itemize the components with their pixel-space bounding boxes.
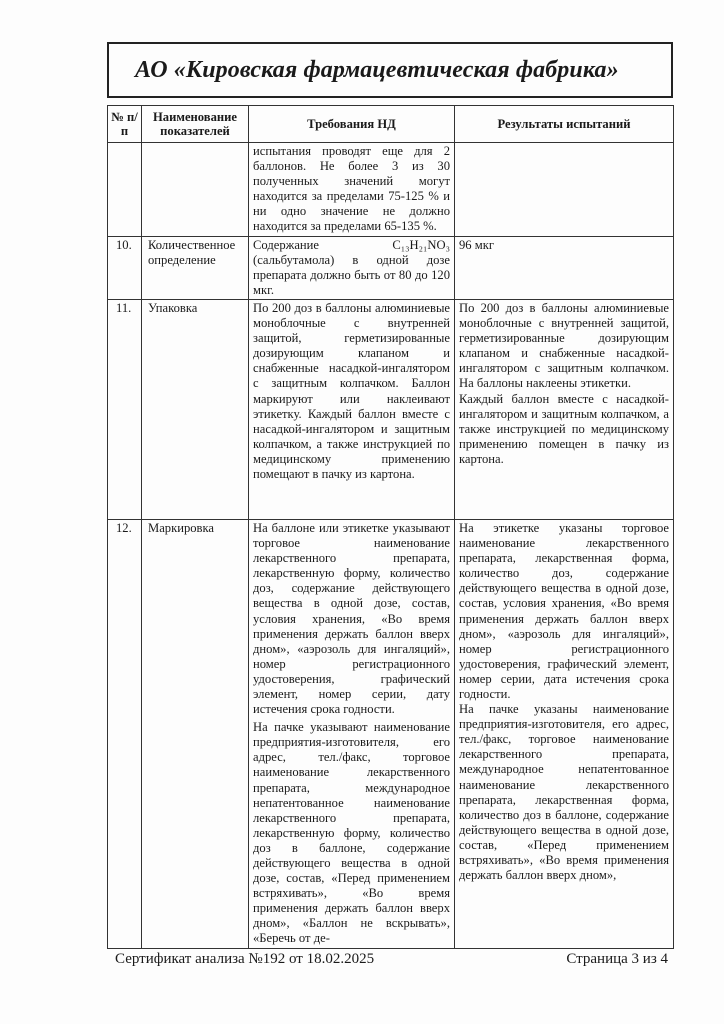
row-indicator [142, 143, 249, 237]
row-results [455, 519, 674, 948]
certificate-number: Сертификат анализа №192 от 18.02.2025 [115, 951, 375, 967]
result-text: По 200 доз в баллоны алюминиевые моноблочные с внутренней защитой, герметизированные дозирующим клапаном и снабженные насадкой-ингалятором с защитным колпачком. На баллоны наклеены этикетки. [459, 300, 669, 391]
row-results [455, 236, 674, 299]
row-requirements [249, 143, 455, 237]
result-text: На этикетке указаны торговое наименование лекарственного препарата, лекарственная форма, количество доз, содержание действующего вещества в одной дозе, состав, условия хранения, «Во время применения держать баллон вверх дном», «аэрозоль для ингаляций», номер регистрационного удостоверения, графический элемент, номер серии, дата истечения срока годности. [459, 520, 669, 701]
requirement-text: На баллоне или этикетке указывают торговое наименование лекарственного препарата, лекарственную форму, количество доз, содержание действующего вещества в одной дозе, состав, условия хранения, «Во время применения держать баллон вверх дном», «аэрозоль для ингаляций», номер регистрационного удостоверения, графический элемент, номер серии, дату истечения срока годности. [253, 520, 450, 717]
company-title: АО «Кировская фармацевтическая фабрика» [135, 57, 619, 83]
row-indicator: Количественное определение [142, 236, 249, 299]
result-text: Каждый баллон вместе с насадкой-ингалятором и защитным колпачком, а также инструкцией по медицинскому применению помещен в пачку из картона. [459, 391, 669, 466]
column-header-results: Результаты испытаний [455, 106, 674, 143]
column-header-number: № п/п [108, 106, 142, 143]
requirement-text: Содержание C₁₃H₂₁NO₃ (сальбутамола) в одной дозе препарата должно быть от 80 до 120 мкг. [253, 237, 450, 297]
row-indicator: Упаковка [142, 299, 249, 519]
row-results [455, 143, 674, 237]
row-results [455, 299, 674, 519]
row-number [108, 143, 142, 237]
requirement-text: На пачке указывают наименование предприятия-изготовителя, его адрес, тел./факс, торговое наименование лекарственного препарата, международное непатентованное наименование лекарственного препарата, лекарственную форму, количество доз в баллоне, содержание действующего вещества в одной дозе, состав, «Перед применением встряхивать», «Во время применения держать баллон вверх дном», «Баллон не вскрывать», «Беречь от де- [253, 720, 450, 946]
requirement-text: По 200 доз в баллоны алюминиевые моноблочные с внутренней защитой, герметизированные дозирующим клапаном и снабженные насадкой-ингалятором с защитным колпачком. Баллон маркируют или наклеивают этикетку. Каждый баллон вместе с насадкой-ингалятором и защитным колпачком, а также инструкцией по медицинскому применению помещают в пачку из картона. [253, 300, 450, 481]
row-indicator: Маркировка [142, 519, 249, 948]
table-header-row [108, 106, 674, 143]
analysis-table [107, 105, 674, 949]
column-header-indicator: Наименование показателей [142, 106, 249, 143]
result-text: 96 мкг [459, 237, 494, 252]
result-text: На пачке указаны наименование предприятия-изготовителя, его адрес, тел./факс, торговое наименование лекарственного препарата, международное непатентованное наименование лекарственного препарата, лекарственная форма, количество доз в баллоне, содержание действующего вещества в одной дозе, состав, «Перед применением встряхивать», «Во время применения держать баллон вверх дном», [459, 702, 669, 883]
row-number: 11. [108, 299, 142, 519]
row-requirements [249, 519, 455, 948]
column-header-requirements: Требования НД [249, 106, 455, 143]
page-number: Страница 3 из 4 [566, 951, 668, 967]
table-row [108, 143, 674, 237]
requirement-text: испытания проводят еще для 2 баллонов. Не более 3 из 30 полученных значений могут находится за пределами 75-125 % и ни одно значение не должно находится за пределами 65-135 %. [253, 144, 450, 234]
header-box [107, 42, 673, 98]
row-number: 12. [108, 519, 142, 948]
row-requirements [249, 236, 455, 299]
table-row [108, 236, 674, 299]
table-row [108, 299, 674, 519]
table-row [108, 519, 674, 948]
row-requirements [249, 299, 455, 519]
row-number: 10. [108, 236, 142, 299]
